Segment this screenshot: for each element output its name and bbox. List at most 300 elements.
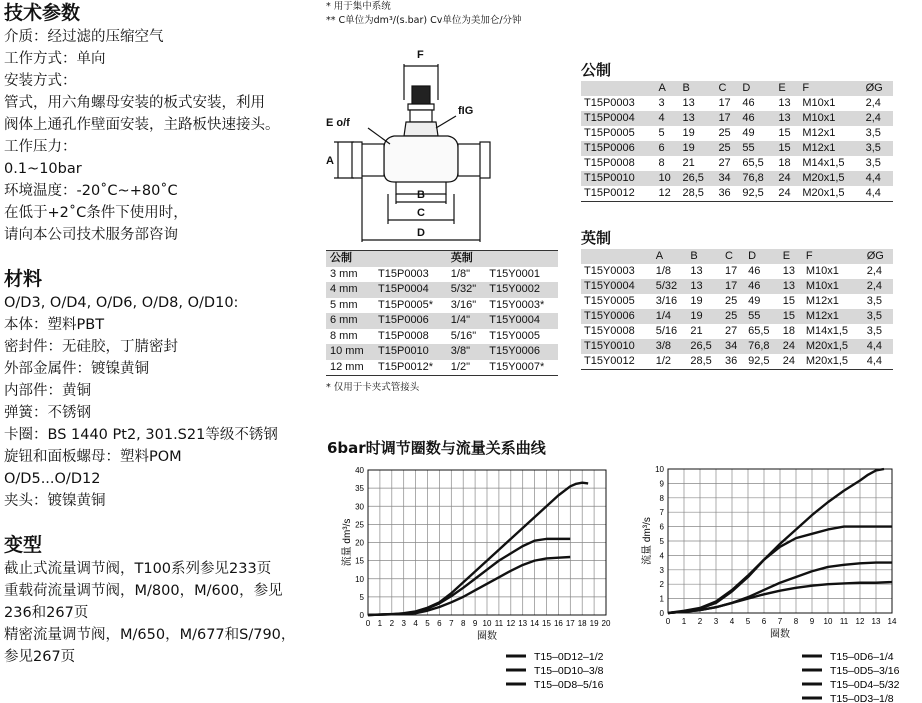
table-cell: T15P0003	[584, 97, 635, 109]
table-cell: 2,4	[863, 111, 893, 126]
table-cell: 46	[742, 97, 755, 109]
table-cell: 1/8	[655, 265, 672, 277]
table-cell: 13	[682, 97, 695, 109]
table-cell: 25	[722, 309, 745, 324]
table-cell: 4,4	[863, 171, 893, 186]
series-line	[368, 483, 588, 615]
y-axis-label: 流量 dm³/s	[642, 517, 653, 565]
table-cell: 3 mm	[330, 267, 358, 280]
table-cell: 15	[778, 127, 791, 139]
valve-drawing	[324, 44, 574, 250]
tech-line: 管式，用六角螺母安装的板式安装，利用	[4, 95, 265, 111]
table-cell: M12x1	[803, 309, 864, 324]
table-cell: 92,5	[742, 187, 764, 199]
table-cell: T15P0005*	[378, 298, 434, 311]
table-cell: 28,5	[690, 355, 712, 367]
table-cell: T15P0006	[581, 141, 656, 156]
x-tick-label: 6	[437, 619, 442, 628]
tech-line: 工作压力：	[4, 139, 77, 155]
table-cell: 13	[687, 279, 722, 294]
table-cell: T15Y0003*	[489, 298, 545, 311]
x-tick-label: 1	[681, 617, 687, 626]
mat-line: O/D5...O/D12	[4, 471, 101, 487]
table-cell: T15Y0010	[581, 339, 653, 354]
flow-chart-large	[326, 460, 616, 703]
table-row	[581, 156, 893, 171]
tech-line: 0.1~10bar	[4, 161, 82, 177]
y-tick-label: 8	[659, 493, 664, 503]
column-header: 公制	[326, 251, 374, 267]
table-row	[581, 141, 893, 156]
x-tick-label: 2	[697, 617, 703, 626]
table-cell: 92,5	[748, 355, 770, 367]
table-row	[581, 294, 893, 309]
table-cell: T15Y0005	[584, 295, 635, 307]
mat-line: 内部件：黄铜	[4, 383, 91, 399]
x-tick-label: 0	[365, 619, 371, 628]
x-tick-label: 13	[518, 619, 528, 628]
x-tick-label: 2	[389, 619, 395, 628]
x-tick-label: 18	[577, 619, 587, 628]
y-tick-label: 9	[659, 479, 664, 489]
table-cell: 26,5	[679, 171, 715, 186]
table-cell: 15	[775, 141, 799, 156]
table-cell: T15P0003	[378, 267, 429, 280]
x-tick-label: 1	[377, 619, 383, 628]
legend-label: T15–0D10–3/8	[534, 665, 604, 677]
x-tick-label: 7	[449, 619, 454, 628]
table-cell: 3,5	[866, 295, 883, 307]
column-header	[374, 251, 447, 267]
table-cell: 2,4	[866, 265, 883, 277]
x-tick-label: 5	[425, 619, 430, 628]
flow-chart-small	[626, 460, 920, 703]
y-tick-label: 10	[355, 574, 364, 584]
table-cell: T15Y0008	[584, 325, 635, 337]
dim-label-a: A	[326, 155, 334, 167]
column-header: D	[739, 81, 775, 96]
table-cell: 2,4	[865, 97, 881, 109]
table-cell: 6	[656, 141, 680, 156]
column-header: C	[715, 81, 739, 96]
legend-label: T15–0D4–5/32	[830, 679, 900, 691]
table-cell: 55	[739, 141, 775, 156]
table-cell: 25	[715, 141, 739, 156]
table-cell: 36	[718, 187, 731, 199]
table-row	[581, 264, 893, 279]
column-header: B	[679, 81, 715, 96]
y-tick-label: 0	[359, 611, 364, 620]
column-header: A	[653, 249, 688, 264]
table-cell: 2,4	[864, 279, 893, 294]
table-row	[326, 282, 558, 298]
tech-line: 请向本公司技术服务部咨询	[4, 227, 178, 243]
table-cell: T15P0012	[584, 187, 635, 199]
x-tick-label: 10	[482, 619, 492, 628]
table-cell: M12x1	[802, 127, 836, 139]
table-cell: 13	[780, 279, 803, 294]
x-tick-label: 8	[793, 617, 799, 626]
table-cell: 5 mm	[330, 298, 358, 311]
x-tick-label: 13	[871, 617, 881, 626]
table-cell: 15	[780, 309, 803, 324]
table-cell: 46	[739, 111, 775, 126]
table-cell: 13	[782, 265, 796, 277]
table-row	[581, 126, 893, 141]
table-cell: M14x1,5	[805, 325, 849, 337]
tech-line: 环境温度：-20˚C~+80˚C	[4, 183, 178, 199]
table-cell: 17	[722, 279, 745, 294]
dim-label-fig: fIG	[458, 105, 474, 117]
table-row	[326, 344, 558, 360]
var-line: 重载荷流量调节阀，M/800，M/600，参见	[4, 583, 283, 599]
table-cell: 17	[725, 265, 738, 277]
table-row	[326, 313, 558, 329]
table-cell: 17	[718, 97, 731, 109]
table-cell: T15Y0004	[581, 279, 653, 294]
table-row	[581, 186, 893, 202]
table-cell: 13	[778, 97, 791, 109]
table-cell: 24	[782, 355, 796, 367]
table-cell: 18	[782, 325, 796, 337]
x-tick-label: 14	[530, 619, 540, 628]
table-row	[581, 309, 893, 324]
table-cell: M20x1,5	[802, 187, 845, 199]
footnote-units: ** C单位为dm³/(s.bar) Cv单位为美加仑/分钟	[326, 15, 522, 26]
table-cell: 1/4"	[447, 313, 485, 329]
footnote-clip: * 仅用于卡夹式管接头	[326, 382, 420, 393]
table-cell: M10x1	[805, 265, 839, 277]
table-cell: 5	[658, 127, 665, 139]
y-tick-label: 4	[659, 551, 664, 561]
table-cell: 76,8	[739, 171, 775, 186]
dim-label-d: D	[417, 227, 425, 239]
table-cell: 49	[748, 295, 761, 307]
y-axis-label: 流量 dm³/s	[342, 518, 353, 567]
x-tick-label: 6	[761, 617, 767, 626]
table-cell: 36	[725, 355, 738, 367]
column-header: ØG	[864, 249, 893, 264]
table-cell: 21	[682, 157, 695, 169]
table-cell: 5/32	[653, 279, 688, 294]
column-header	[581, 81, 656, 96]
table-cell: 3/16"	[450, 298, 477, 311]
table-cell: 3,5	[865, 157, 881, 169]
column-header: B	[687, 249, 722, 264]
imperial-table	[581, 249, 893, 370]
y-tick-label: 1	[659, 594, 664, 604]
x-tick-label: 12	[506, 619, 516, 628]
mat-line: 本体：塑料PBT	[4, 317, 105, 333]
table-cell: 25	[718, 127, 731, 139]
metric-table	[581, 81, 893, 202]
x-tick-label: 11	[494, 619, 504, 628]
y-tick-label: 35	[355, 484, 364, 494]
column-header	[485, 251, 558, 267]
table-cell: M20x1,5	[803, 339, 864, 354]
x-axis-label: 圈数	[477, 631, 497, 642]
variant-title: 变型	[4, 534, 43, 556]
table-cell: 4,4	[864, 339, 893, 354]
legend-label: T15–0D12–1/2	[534, 651, 604, 663]
variant-lines	[4, 558, 314, 668]
y-tick-label: 10	[655, 465, 664, 474]
table-cell: 24	[778, 187, 791, 199]
table-cell: 76,8	[745, 339, 780, 354]
table-cell: 65,5	[742, 157, 764, 169]
table-cell: 1/8"	[450, 267, 470, 280]
table-cell: T15Y0002	[485, 282, 558, 298]
table-cell: T15Y0004	[485, 313, 558, 329]
x-tick-label: 12	[855, 617, 865, 626]
table-cell: 5/16	[655, 325, 678, 337]
table-cell: 13	[679, 111, 715, 126]
x-tick-label: 19	[589, 619, 599, 628]
imperial-table-title: 英制	[581, 229, 612, 247]
table-cell: 46	[745, 279, 780, 294]
tech-line: 阀体上通孔作壁面安装，主路板快速接头。	[4, 117, 280, 133]
var-line: 截止式流量调节阀，T100系列参见233页	[4, 561, 272, 577]
x-tick-label: 10	[823, 617, 833, 626]
table-row	[326, 329, 558, 345]
table-cell: T15P0012*	[378, 360, 434, 373]
table-cell: 46	[748, 265, 761, 277]
table-cell: M20x1,5	[799, 171, 862, 186]
column-header: E	[775, 81, 799, 96]
table-cell: T15P0004	[374, 282, 447, 298]
column-header: A	[656, 81, 680, 96]
x-tick-label: 0	[665, 617, 671, 626]
table-row	[581, 324, 893, 339]
table-cell: 34	[715, 171, 739, 186]
y-tick-label: 5	[359, 592, 364, 602]
table-cell: T15P0008	[584, 157, 635, 169]
table-cell: 19	[690, 295, 703, 307]
column-header: F	[799, 81, 862, 96]
table-cell: M10x1	[802, 97, 836, 109]
dim-label-c: C	[417, 207, 425, 219]
mat-line: 弹簧：不锈钢	[4, 405, 91, 421]
metric-table-title: 公制	[581, 61, 612, 79]
table-cell: T15Y0012	[584, 355, 635, 367]
column-header: 英制	[447, 251, 485, 267]
table-cell: 3/8"	[447, 344, 485, 360]
table-cell: 10 mm	[326, 344, 374, 360]
table-cell: 12 mm	[330, 360, 364, 373]
table-cell: 3,5	[864, 309, 893, 324]
table-cell: 13	[775, 111, 799, 126]
table-cell: 1/4	[653, 309, 688, 324]
x-tick-label: 3	[713, 617, 719, 626]
dim-label-f: F	[417, 49, 424, 61]
x-tick-label: 9	[809, 617, 815, 626]
table-cell: T15P0010	[581, 171, 656, 186]
table-cell: 6 mm	[326, 313, 374, 329]
table-cell: 49	[742, 127, 755, 139]
x-axis-label: 圈数	[770, 629, 790, 640]
table-cell: 8	[658, 157, 665, 169]
column-header: E	[780, 249, 803, 264]
x-tick-label: 5	[745, 617, 751, 626]
table-cell: T15P0008	[378, 329, 429, 342]
legend-label: T15–0D5–3/16	[830, 665, 900, 677]
mat-line: 卡圈：BS 1440 Pt2, 301.S21等级不锈钢	[4, 427, 278, 443]
table-row	[581, 339, 893, 354]
tech-line: 工作方式：单向	[4, 51, 106, 67]
table-cell: 25	[725, 295, 738, 307]
table-cell: 3,5	[866, 325, 883, 337]
y-tick-label: 15	[355, 556, 364, 566]
mat-line: O/D3, O/D4, O/D6, O/D8, O/D10:	[4, 295, 239, 311]
table-cell: 5/16"	[450, 329, 477, 342]
size-table	[326, 250, 558, 376]
mat-line: 密封件：无硅胶，丁腈密封	[4, 339, 178, 355]
column-header: C	[722, 249, 745, 264]
table-cell: 21	[690, 325, 703, 337]
table-cell: 3	[658, 97, 665, 109]
table-cell: M10x1	[799, 111, 862, 126]
table-cell: 19	[687, 309, 722, 324]
table-cell: 19	[682, 127, 695, 139]
column-header	[581, 249, 653, 264]
table-cell: M12x1	[799, 141, 862, 156]
table-cell: 4,4	[866, 355, 883, 367]
table-cell: 1/2"	[450, 360, 470, 373]
table-cell: T15Y0007*	[489, 360, 545, 373]
table-row	[581, 354, 893, 370]
var-line: 参见267页	[4, 649, 76, 665]
table-cell: 3,5	[863, 141, 893, 156]
x-tick-label: 14	[887, 617, 897, 626]
table-cell: T15P0005	[584, 127, 635, 139]
tech-line: 介质：经过滤的压缩空气	[4, 29, 164, 45]
table-cell: T15P0006	[374, 313, 447, 329]
x-tick-label: 8	[460, 619, 466, 628]
table-cell: T15Y0006	[581, 309, 653, 324]
table-cell: 3,5	[865, 127, 881, 139]
table-cell: 3/8	[653, 339, 688, 354]
table-cell: T15P0004	[581, 111, 656, 126]
table-row	[581, 171, 893, 186]
mat-line: 旋钮和面板螺母：塑料POM	[4, 449, 182, 465]
table-cell: M12x1	[805, 295, 839, 307]
table-cell: 65,5	[748, 325, 770, 337]
legend-label: T15–0D6–1/4	[830, 651, 894, 663]
table-cell: 34	[722, 339, 745, 354]
tech-line: 在低于+2˚C条件下使用时，	[4, 205, 188, 221]
footnote-central: * 用于集中系统	[326, 1, 391, 12]
table-cell: 18	[778, 157, 791, 169]
table-cell: 27	[718, 157, 731, 169]
y-tick-label: 25	[355, 520, 364, 530]
tech-lines	[4, 26, 314, 246]
table-cell: 15	[782, 295, 796, 307]
x-tick-label: 15	[542, 619, 551, 628]
y-tick-label: 0	[659, 609, 664, 618]
table-row	[581, 96, 893, 111]
material-lines	[4, 292, 314, 512]
y-tick-label: 5	[659, 537, 664, 546]
x-tick-label: 4	[729, 617, 735, 626]
table-cell: 5/32"	[447, 282, 485, 298]
x-tick-label: 20	[601, 619, 611, 628]
table-cell: M20x1,5	[805, 355, 849, 367]
y-tick-label: 40	[355, 466, 364, 475]
legend-label: T15–0D3–1/8	[830, 693, 894, 703]
table-cell: 55	[745, 309, 780, 324]
x-tick-label: 3	[401, 619, 406, 628]
x-tick-label: 4	[413, 619, 418, 628]
table-row	[326, 360, 558, 376]
var-line: 精密流量调节阀，M/650，M/677和S/790，	[4, 627, 296, 643]
var-line: 236和267页	[4, 605, 89, 621]
table-row	[326, 298, 558, 314]
table-cell: 4,4	[865, 187, 881, 199]
column-header: ØG	[863, 81, 893, 96]
y-tick-label: 3	[659, 565, 664, 575]
x-tick-label: 17	[565, 619, 575, 628]
table-cell: 27	[725, 325, 738, 337]
left-column	[4, 0, 314, 668]
mat-line: 夹头：镀镍黄铜	[4, 493, 106, 509]
table-cell: 24	[775, 171, 799, 186]
charts-title: 6bar时调节圈数与流量关系曲线	[327, 439, 546, 457]
y-tick-label: 7	[659, 508, 664, 518]
x-tick-label: 9	[472, 619, 478, 628]
table-cell: 1/2	[655, 355, 672, 367]
table-cell: M10x1	[803, 279, 864, 294]
legend-label: T15–0D8–5/16	[534, 679, 604, 691]
table-cell: M14x1,5	[802, 157, 845, 169]
table-cell: 3/16	[655, 295, 678, 307]
table-row	[581, 111, 893, 126]
series-line	[368, 557, 570, 615]
table-cell: 24	[780, 339, 803, 354]
table-cell: T15Y0001	[489, 267, 540, 280]
dim-label-b: B	[417, 189, 425, 201]
column-header: F	[803, 249, 864, 264]
x-tick-label: 7	[777, 617, 783, 626]
table-cell: T15Y0006	[485, 344, 558, 360]
table-row	[326, 267, 558, 283]
table-cell: 17	[715, 111, 739, 126]
table-cell: 26,5	[687, 339, 722, 354]
table-row	[581, 279, 893, 294]
mat-line: 外部金属件：镀镍黄铜	[4, 361, 149, 377]
x-tick-label: 11	[839, 617, 849, 626]
table-cell: 8 mm	[330, 329, 358, 342]
table-cell: T15P0010	[374, 344, 447, 360]
y-tick-label: 2	[659, 580, 664, 590]
tech-title: 技术参数	[4, 2, 81, 24]
table-cell: 13	[690, 265, 703, 277]
table-cell: 28,5	[682, 187, 704, 199]
tech-line: 安装方式：	[4, 73, 77, 89]
table-cell: 19	[679, 141, 715, 156]
table-cell: 4	[656, 111, 680, 126]
table-cell: T15Y0003	[584, 265, 635, 277]
table-cell: T15Y0005	[489, 329, 540, 342]
table-cell: 12	[658, 187, 671, 199]
y-tick-label: 30	[355, 502, 364, 512]
material-title: 材料	[4, 268, 43, 290]
x-tick-label: 16	[553, 619, 563, 628]
column-header: D	[745, 249, 780, 264]
dim-label-eof: E o/f	[326, 117, 350, 129]
table-cell: 4 mm	[326, 282, 374, 298]
y-tick-label: 6	[659, 522, 664, 532]
y-tick-label: 20	[355, 538, 364, 548]
